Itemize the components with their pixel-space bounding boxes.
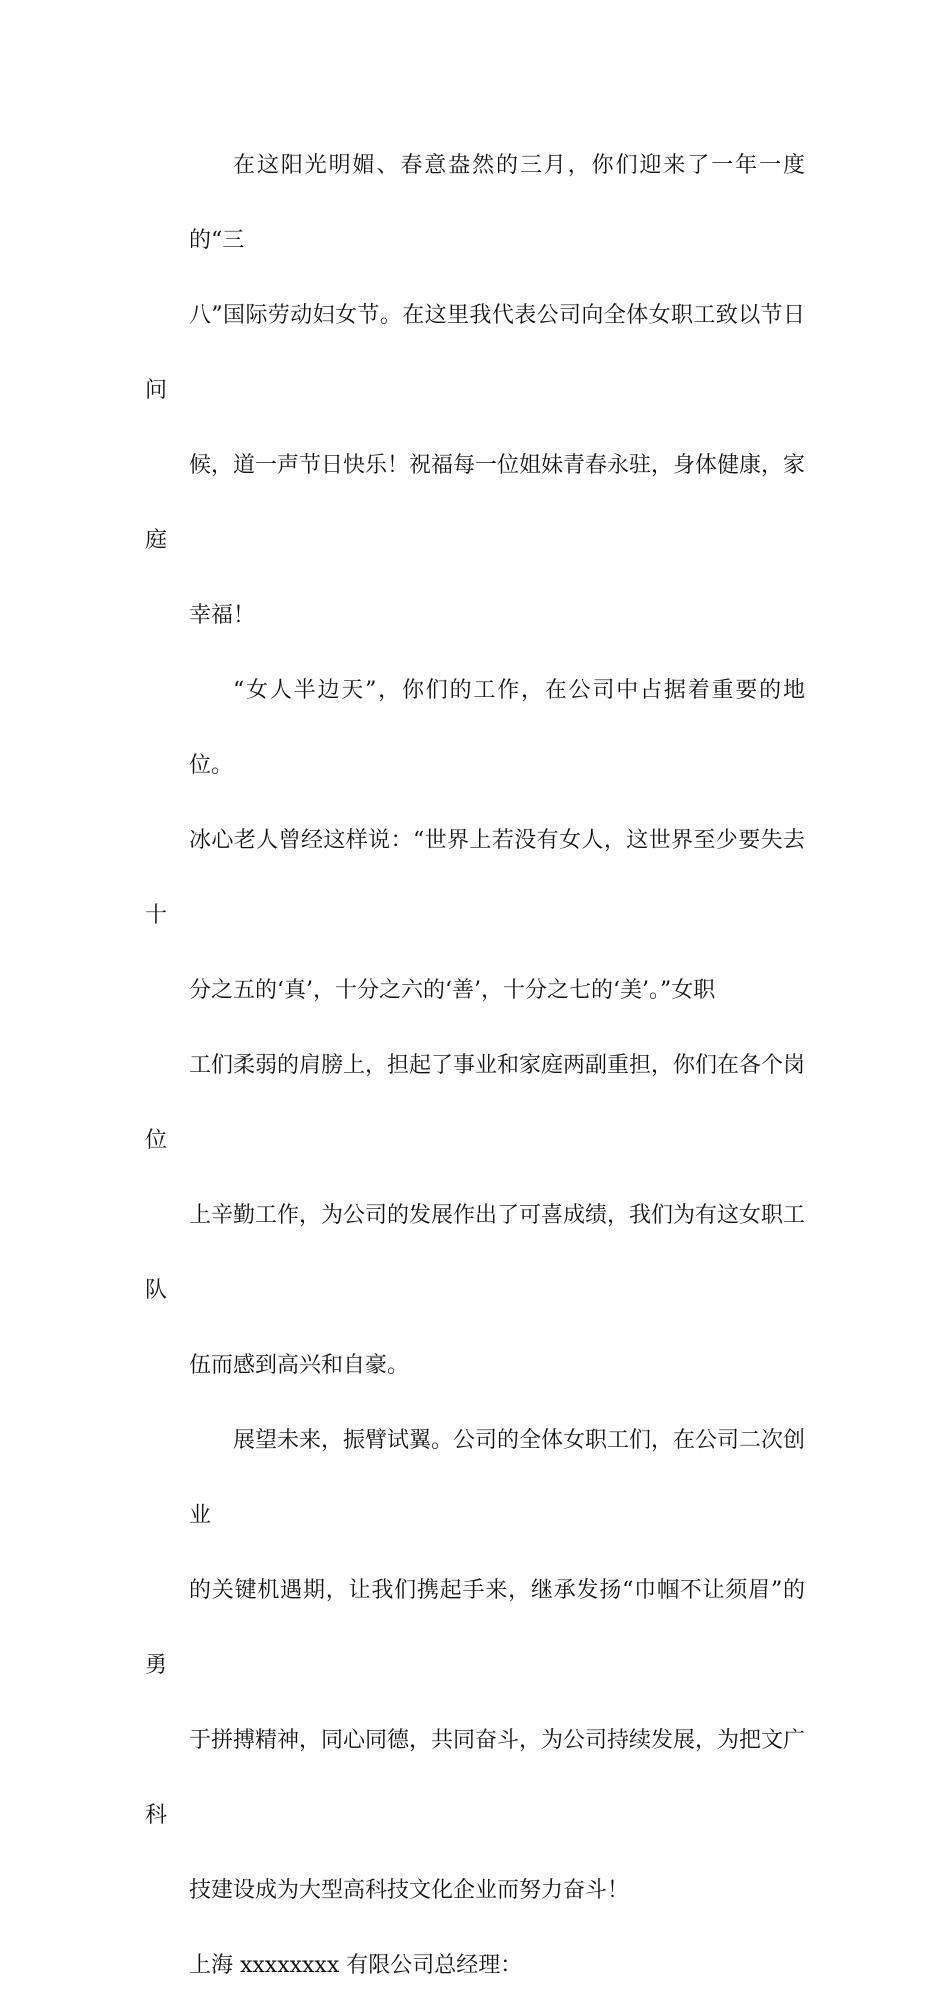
text-line: 上辛勤工作，为公司的发展作出了可喜成绩，我们为有这女职工队	[145, 1203, 806, 1303]
text-line: “女人半边天”，你们的工作，在公司中占据着重要的地位。	[189, 678, 805, 778]
paragraph-importance	[145, 653, 805, 1403]
text-line: 冰心老人曾经这样说：“世界上若没有女人，这世界至少要失去十	[145, 828, 805, 928]
text-line: 工们柔弱的肩膀上，担起了事业和家庭两副重担，你们在各个岗位	[145, 1053, 806, 1153]
text-line: 展望未来，振臂试翼。公司的全体女职工们，在公司二次创业	[189, 1428, 806, 1528]
text-line: 技建设成为大型高科技文化企业而努力奋斗！	[189, 1878, 630, 1903]
text-line: 幸福！	[189, 603, 256, 628]
text-line: 分之五的‘真’，十分之六的‘善’，十分之七的‘美’。”女职	[189, 978, 716, 1003]
letter-body	[145, 128, 805, 2003]
text-line: 的关键机遇期，让我们携起手来，继承发扬“巾帼不让须眉”的勇	[145, 1578, 805, 1678]
text-line: 于拼搏精神，同心同德，共同奋斗，为公司持续发展，为把文广科	[145, 1728, 806, 1828]
text-line: 候，道一声节日快乐！祝福每一位姐妹青春永驻，身体健康，家庭	[145, 453, 806, 553]
text-line: 伍而感到高兴和自豪。	[189, 1353, 410, 1378]
signature-line: 上海 xxxxxxxx 有限公司总经理：	[189, 1953, 523, 1978]
paragraph-outlook	[145, 1403, 805, 1928]
text-line: 八”国际劳动妇女节。在这里我代表公司向全体女职工致以节日问	[145, 303, 805, 403]
text-line: 在这阳光明媚、春意盎然的三月，你们迎来了一年一度的“三	[189, 153, 805, 253]
paragraph-greeting	[145, 128, 805, 653]
